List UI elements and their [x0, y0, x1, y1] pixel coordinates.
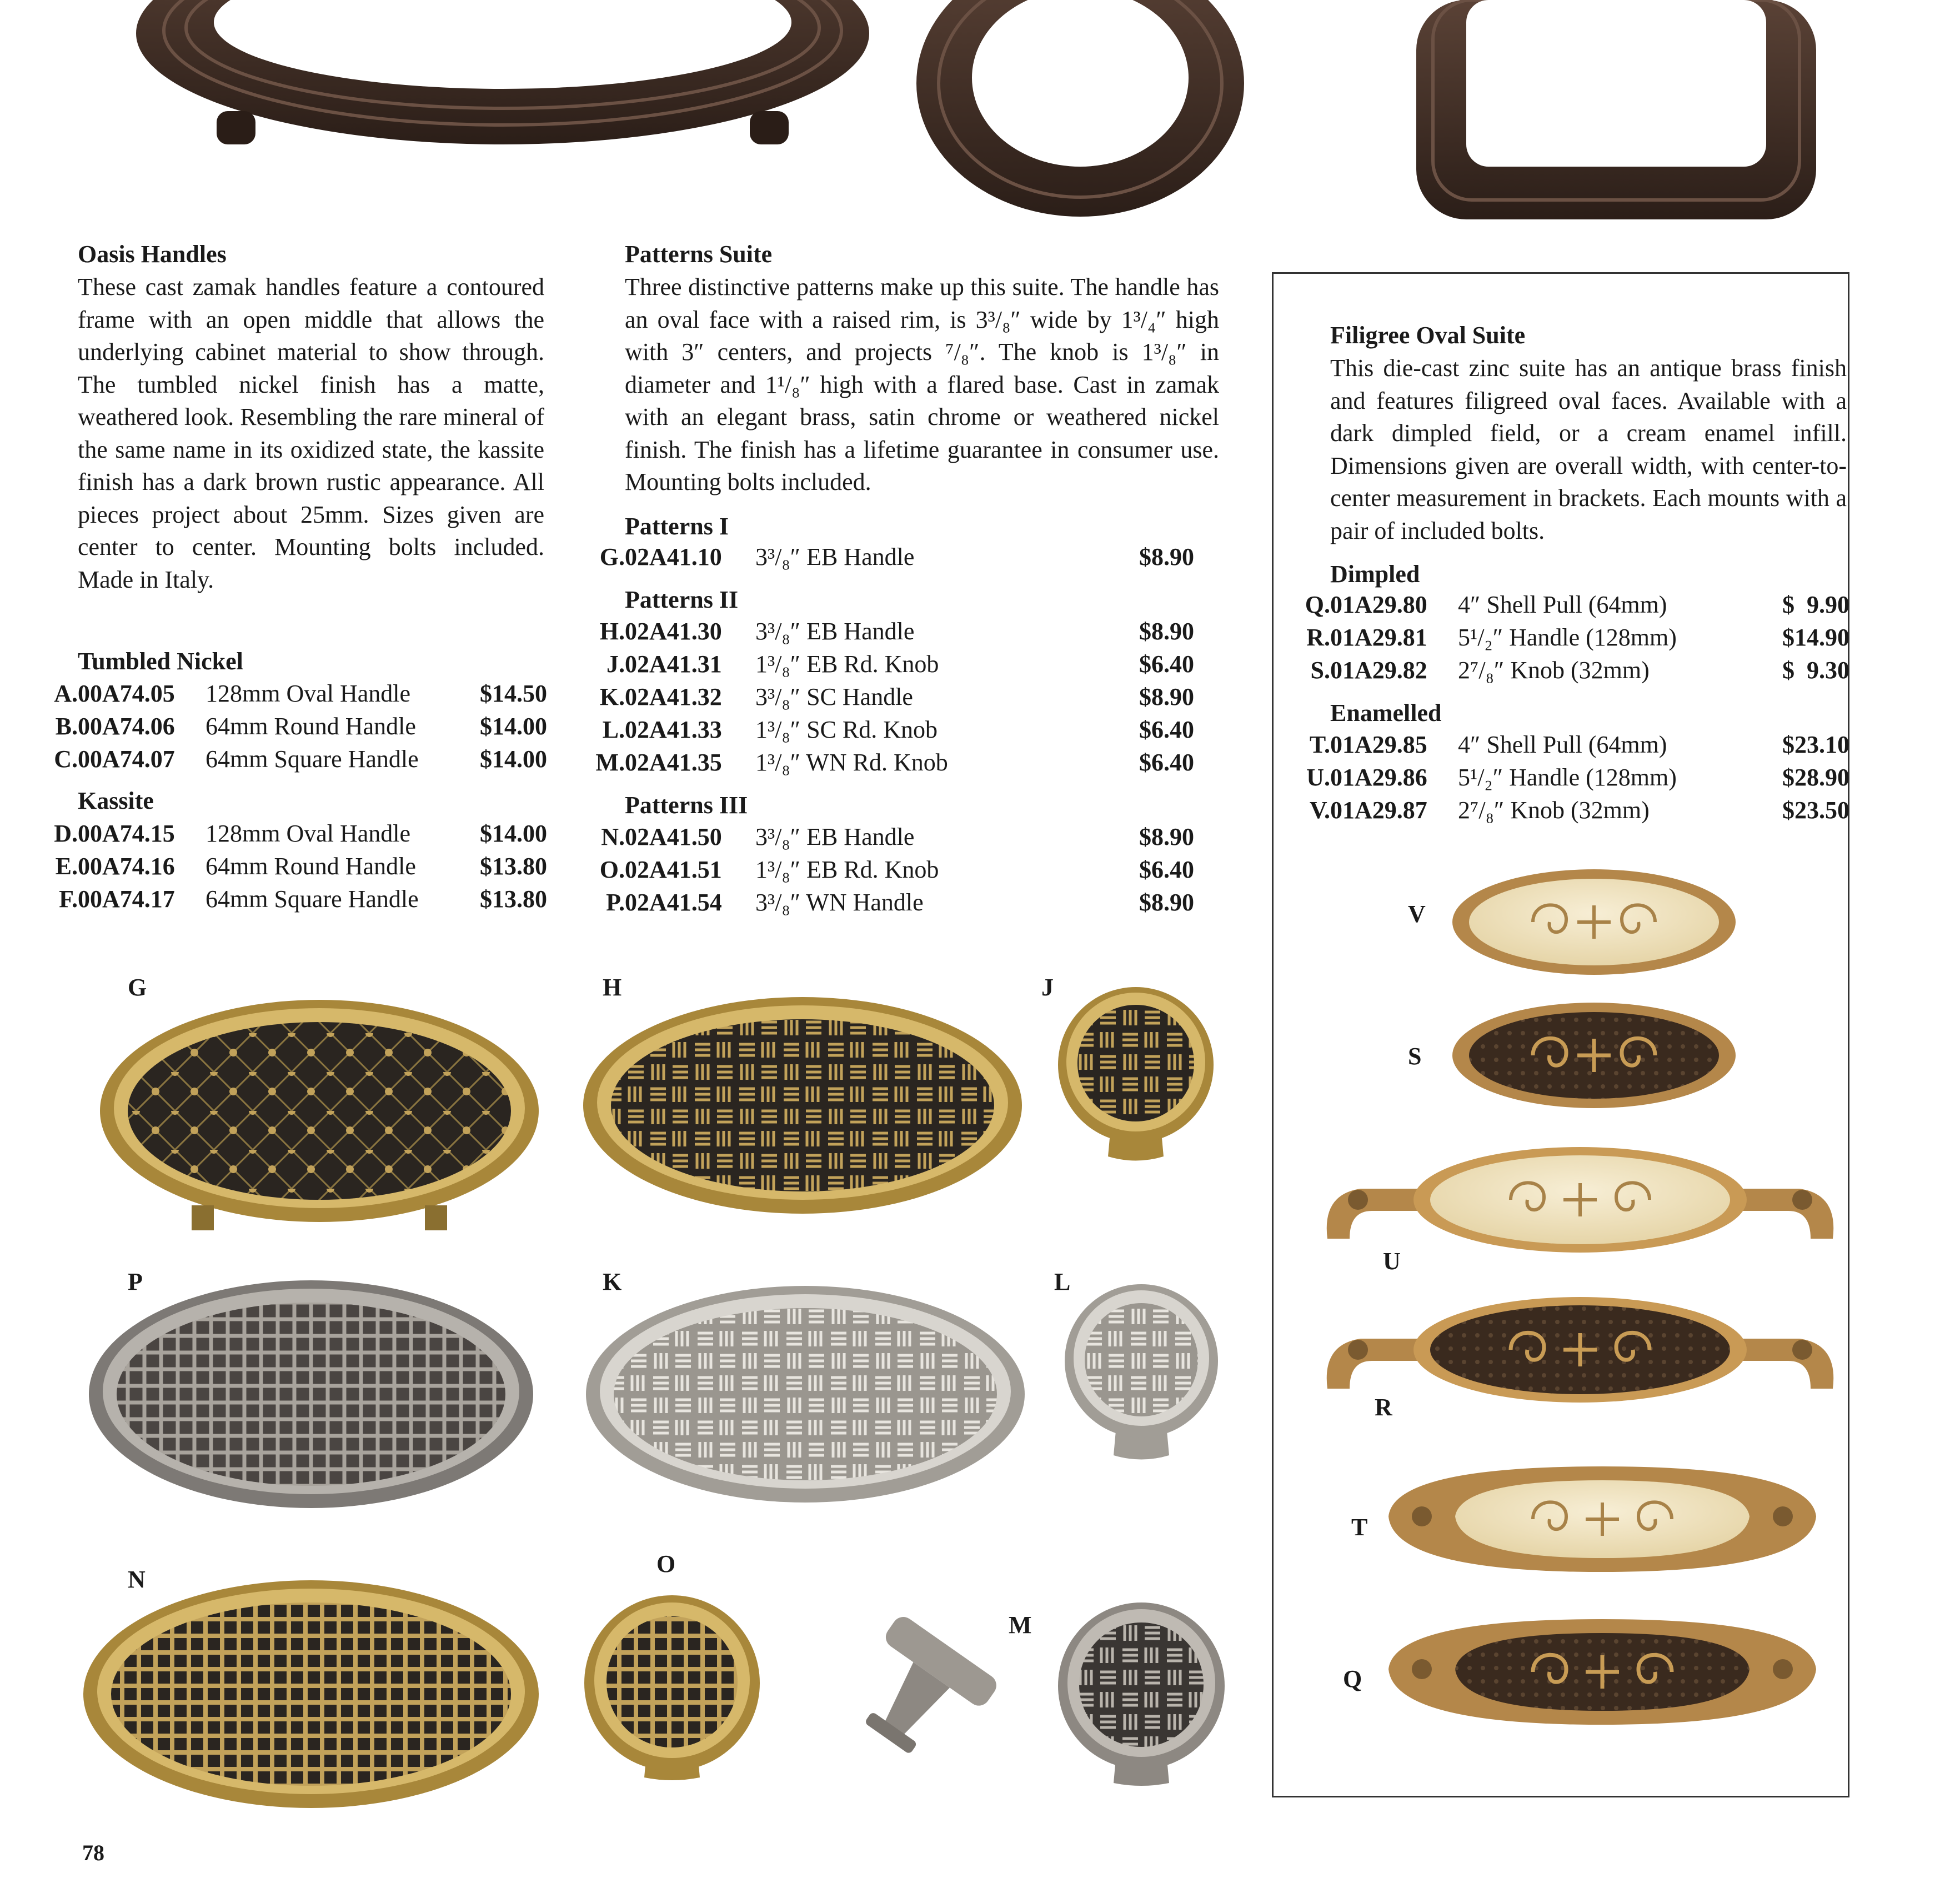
item-code: 02A41.54 [625, 889, 722, 916]
photo-label-j: J [1041, 974, 1054, 1001]
photo-label-o: O [656, 1550, 676, 1577]
pattern-knob-side-view-photo [828, 1600, 1016, 1777]
item-price: $8.90 [1139, 889, 1194, 916]
item-letter: R. [1306, 624, 1330, 651]
patterns-group-i: Patterns I [625, 513, 729, 540]
item-price: $14.00 [480, 745, 547, 773]
item-letter: U. [1306, 764, 1330, 791]
product-row-g [578, 541, 1222, 573]
item-letter: P. [606, 889, 625, 916]
filigree-group-enamelled: Enamelled [1330, 699, 1442, 727]
pattern-knob-m-photo [1052, 1600, 1230, 1789]
item-code: 02A41.51 [625, 856, 722, 883]
item-letter: J. [606, 650, 625, 678]
item-price: $14.00 [480, 820, 547, 847]
product-row-t [1283, 729, 1849, 761]
item-letter: G. [599, 543, 625, 570]
product-row-s [1283, 654, 1849, 687]
pattern-handle-n-photo [81, 1577, 542, 1816]
photo-label-t: T [1351, 1514, 1368, 1541]
item-description: 4″ Shell Pull (64mm) [1458, 591, 1667, 618]
item-description: 2⁷/₈″ Knob (32mm) [1458, 657, 1650, 684]
item-description: 128mm Oval Handle [205, 680, 411, 707]
item-letter: L. [602, 716, 625, 743]
item-description: 3³/₈″ WN Handle [755, 889, 924, 916]
photo-label-p: P [128, 1268, 143, 1295]
item-price: $13.80 [480, 885, 547, 913]
item-price: $6.40 [1139, 856, 1194, 883]
product-row-a [0, 678, 550, 710]
item-price: $6.40 [1139, 650, 1194, 678]
item-code: 00A74.07 [78, 745, 175, 773]
item-description: 128mm Oval Handle [205, 820, 411, 847]
item-price: $14.50 [480, 680, 547, 707]
item-code: 00A74.06 [78, 713, 175, 740]
oasis-square-handle-photo [1405, 0, 1827, 228]
item-description: 5¹/₂″ Handle (128mm) [1458, 624, 1677, 651]
pattern-handle-k-photo [583, 1283, 1027, 1516]
item-code: 00A74.17 [78, 885, 175, 913]
oasis-group-kassite: Kassite [78, 787, 154, 814]
patterns-description: Three distinctive patterns make up this suite. The handle has an oval face with a raised rim, is 3³/₈″ wide by 1³/₄″ high with 3″ centers, and projects ⁷/₈″. The knob is 1³/₈″ in diameter and 1¹/₈″ high with a flared base. Cast in zamak with an elegant brass, satin chrome or weathered nickel finish. The finish has a lifetime guarantee in consumer use. Mounting bolts included. [625, 273, 1219, 495]
item-letter: B. [55, 713, 78, 740]
patterns-heading: Patterns Suite [625, 241, 773, 268]
item-price: $6.40 [1139, 749, 1194, 776]
filigree-knob-s-photo [1450, 1000, 1738, 1111]
item-code: 02A41.10 [625, 543, 722, 570]
oasis-group-tumbled-nickel: Tumbled Nickel [78, 648, 243, 675]
item-letter: E. [55, 853, 78, 880]
product-row-k [578, 681, 1222, 713]
item-letter: V. [1309, 797, 1330, 824]
pattern-knob-o-photo [578, 1594, 766, 1783]
item-code: 01A29.86 [1330, 764, 1427, 791]
product-row-n [578, 821, 1222, 853]
item-code: 01A29.82 [1330, 657, 1427, 684]
photo-label-q: Q [1343, 1665, 1362, 1692]
photo-label-k: K [603, 1268, 622, 1295]
product-row-f [0, 883, 550, 915]
item-price: $ 9.90 [1782, 591, 1849, 618]
photo-label-u: U [1383, 1248, 1401, 1275]
item-description: 1³/₈″ EB Rd. Knob [755, 650, 939, 678]
item-code: 01A29.81 [1330, 624, 1427, 651]
item-letter: S. [1310, 657, 1330, 684]
item-description: 1³/₈″ WN Rd. Knob [755, 749, 948, 776]
item-description: 64mm Square Handle [205, 745, 419, 773]
photo-label-l: L [1054, 1268, 1071, 1295]
product-row-b [0, 710, 550, 743]
item-code: 01A29.80 [1330, 591, 1427, 618]
patterns-group-iii: Patterns III [625, 792, 748, 819]
item-price: $8.90 [1139, 543, 1194, 570]
oasis-heading: Oasis Handles [78, 241, 227, 268]
item-letter: K. [599, 683, 625, 710]
item-letter: A. [54, 680, 78, 707]
product-row-l [578, 714, 1222, 746]
product-row-e [0, 850, 550, 883]
item-price: $14.90 [1782, 624, 1849, 651]
item-letter: O. [599, 856, 625, 883]
filigree-shell-pull-t-photo [1383, 1455, 1822, 1583]
filigree-shell-pull-q-photo [1383, 1608, 1822, 1736]
product-row-p [578, 887, 1222, 919]
product-row-v [1283, 794, 1849, 827]
page-number: 78 [82, 1840, 104, 1865]
item-code: 01A29.87 [1330, 797, 1427, 824]
item-description: 1³/₈″ EB Rd. Knob [755, 856, 939, 883]
item-description: 2⁷/₈″ Knob (32mm) [1458, 797, 1650, 824]
item-price: $6.40 [1139, 716, 1194, 743]
pattern-knob-l-photo [1061, 1283, 1222, 1466]
item-code: 00A74.15 [78, 820, 175, 847]
item-code: 02A41.30 [625, 618, 722, 645]
item-code: 02A41.50 [625, 823, 722, 850]
item-code: 00A74.05 [78, 680, 175, 707]
oasis-round-handle-photo [911, 0, 1250, 222]
product-row-h [578, 615, 1222, 648]
item-description: 3³/₈″ EB Handle [755, 543, 915, 570]
item-description: 4″ Shell Pull (64mm) [1458, 731, 1667, 758]
item-price: $23.10 [1782, 731, 1849, 758]
photo-label-s: S [1408, 1043, 1422, 1070]
item-description: 64mm Square Handle [205, 885, 419, 913]
photo-label-m: M [1009, 1611, 1032, 1639]
photo-label-g: G [128, 974, 147, 1001]
filigree-knob-v-photo [1450, 867, 1738, 978]
product-row-c [0, 743, 550, 775]
pattern-handle-h-photo [580, 994, 1025, 1228]
item-code: 02A41.32 [625, 683, 722, 710]
product-row-r [1283, 622, 1849, 654]
item-letter: M. [595, 749, 625, 776]
filigree-group-dimpled: Dimpled [1330, 560, 1420, 588]
item-description: 3³/₈″ EB Handle [755, 823, 915, 850]
item-price: $23.50 [1782, 797, 1849, 824]
item-price: $8.90 [1139, 823, 1194, 850]
item-letter: N. [601, 823, 625, 850]
oasis-description: These cast zamak handles feature a contoured frame with an open middle that allows the underlying cabinet material to show through. The tumbled nickel finish has a matte, weathered look. Resembling the rare mineral of the same name in its oxidized state, the kassite finish has a dark brown rustic appearance. All pieces project about 25mm. Sizes given are center to center. Mounting bolts included. Made in Italy. [78, 273, 544, 593]
photo-label-r: R [1375, 1394, 1392, 1421]
item-letter: H. [599, 618, 625, 645]
item-price: $13.80 [480, 853, 547, 880]
product-row-d [0, 818, 550, 850]
item-letter: D. [54, 820, 78, 847]
patterns-group-ii: Patterns II [625, 586, 739, 613]
item-letter: F. [59, 885, 78, 913]
oasis-oval-handle-photo [128, 0, 878, 150]
item-description: 64mm Round Handle [205, 713, 416, 740]
pattern-handle-p-photo [86, 1278, 536, 1516]
photo-label-h: H [603, 974, 622, 1001]
photo-label-n: N [128, 1566, 146, 1593]
item-price: $8.90 [1139, 683, 1194, 710]
item-price: $ 9.30 [1782, 657, 1849, 684]
item-price: $14.00 [480, 713, 547, 740]
item-code: 02A41.35 [625, 749, 722, 776]
filigree-heading: Filigree Oval Suite [1330, 322, 1526, 349]
item-description: 5¹/₂″ Handle (128mm) [1458, 764, 1677, 791]
item-code: 02A41.31 [625, 650, 722, 678]
item-letter: T. [1309, 731, 1330, 758]
item-description: 64mm Round Handle [205, 853, 416, 880]
filigree-description: This die-cast zinc suite has an antique brass finish and features filigreed oval faces. Available with a dark dimpled field, or a cream enamel infill. Dimensions given are overall width, with center-to-center measurement in brackets. Each mounts with a pair of included bolts. [1330, 354, 1847, 544]
item-code: 00A74.16 [78, 853, 175, 880]
item-letter: C. [54, 745, 78, 773]
product-row-o [578, 854, 1222, 886]
item-letter: Q. [1305, 591, 1330, 618]
pattern-handle-g-photo [97, 994, 542, 1233]
pattern-knob-j-photo [1052, 984, 1219, 1168]
item-code: 01A29.85 [1330, 731, 1427, 758]
item-price: $28.90 [1782, 764, 1849, 791]
item-description: 3³/₈″ SC Handle [755, 683, 913, 710]
product-row-u [1283, 762, 1849, 794]
item-code: 02A41.33 [625, 716, 722, 743]
product-row-q [1283, 589, 1849, 621]
item-description: 1³/₈″ SC Rd. Knob [755, 716, 938, 743]
product-row-j [578, 648, 1222, 680]
photo-label-v: V [1408, 900, 1426, 928]
item-price: $8.90 [1139, 618, 1194, 645]
product-row-m [578, 747, 1222, 779]
item-description: 3³/₈″ EB Handle [755, 618, 915, 645]
